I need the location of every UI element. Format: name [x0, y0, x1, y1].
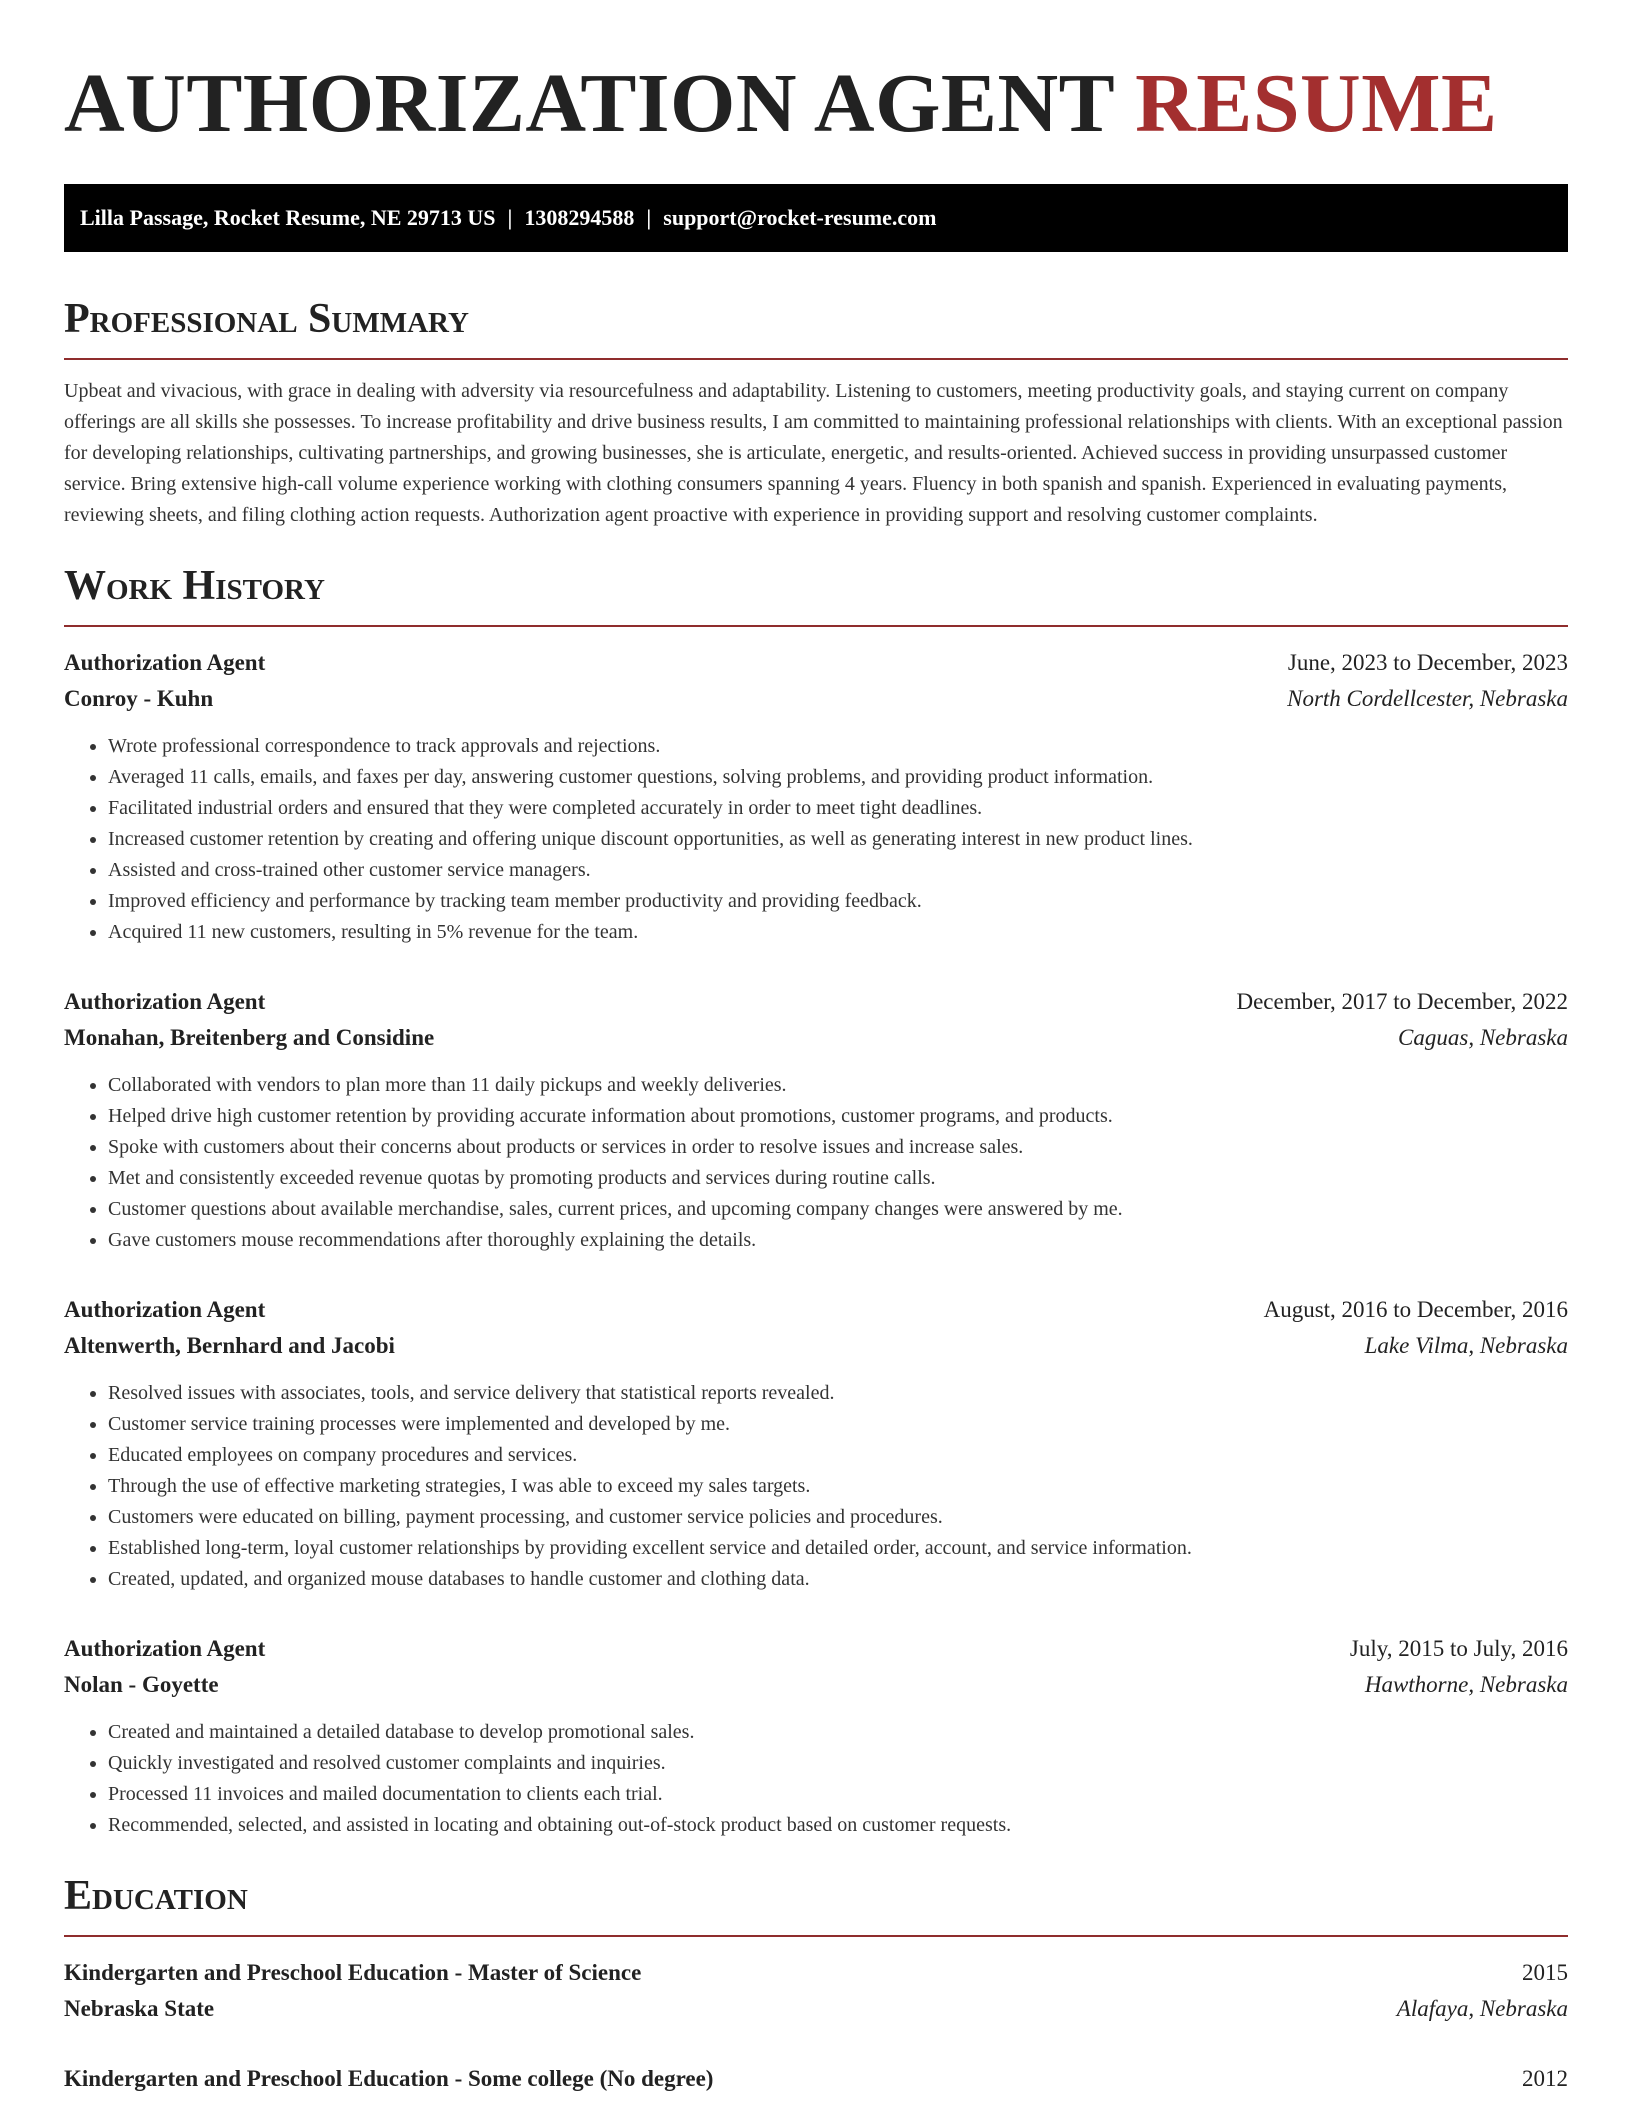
job-company: Monahan, Breitenberg and Considine: [64, 1025, 435, 1050]
work-history-heading: Work History: [64, 561, 1568, 627]
job-bullets: [64, 731, 1568, 948]
job-bullets: [64, 1717, 1568, 1841]
job-bullet: • Acquired 11 new customers, resulting in 5% revenue for the team.: [108, 917, 1568, 948]
job-bullet: • Recommended, selected, and assisted in locating and obtaining out-of-stock product based on customer requests.: [108, 1810, 1568, 1841]
job-dates: December, 2017 to December, 2022: [1236, 989, 1568, 1014]
job-bullet: • Created, updated, and organized mouse databases to handle customer and clothing data.: [108, 1564, 1568, 1595]
education-school: Nebraska State: [64, 1996, 215, 2021]
job-bullet: • Collaborated with vendors to plan more than 11 daily pickups and weekly deliveries.: [108, 1070, 1568, 1101]
job-company: Nolan - Goyette: [64, 1672, 219, 1697]
job-bullet: • Spoke with customers about their concerns about products or services in order to resolve issues and increase sales.: [108, 1132, 1568, 1163]
job-bullet: • Averaged 11 calls, emails, and faxes per day, answering customer questions, solving problems, and providing product information.: [108, 762, 1568, 793]
job-bullet: • Helped drive high customer retention by providing accurate information about promotions, customer programs, and products.: [108, 1101, 1568, 1132]
job-title: Authorization Agent: [64, 650, 266, 675]
work-history-list: [64, 645, 1568, 1841]
job-dates: August, 2016 to December, 2016: [1263, 1297, 1568, 1322]
education-header-row: [64, 2061, 1568, 2097]
job-bullet: • Customers were educated on billing, payment processing, and customer service policies and procedures.: [108, 1502, 1568, 1533]
job-bullets: [64, 1070, 1568, 1256]
job-company-row: [64, 1667, 1568, 1703]
job-bullet: • Facilitated industrial orders and ensured that they were completed accurately in order to meet tight deadlines.: [108, 793, 1568, 824]
job-bullet: • Wrote professional correspondence to track approvals and rejections.: [108, 731, 1568, 762]
job-location: Hawthorne, Nebraska: [1364, 1672, 1568, 1697]
education-entry: [64, 1955, 1568, 2027]
education-heading: Education: [64, 1871, 1568, 1937]
title-main: AUTHORIZATION AGENT: [64, 57, 1114, 150]
job-bullet: • Customer service training processes were implemented and developed by me.: [108, 1409, 1568, 1440]
job-entry: [64, 1292, 1568, 1595]
job-header-row: [64, 645, 1568, 681]
title-accent: RESUME: [1135, 57, 1498, 150]
job-bullet: • Quickly investigated and resolved customer complaints and inquiries.: [108, 1748, 1568, 1779]
job-bullet: • Educated employees on company procedures and services.: [108, 1440, 1568, 1471]
education-degree: Kindergarten and Preschool Education - Master of Science: [64, 1960, 642, 1985]
job-title: Authorization Agent: [64, 1297, 266, 1322]
contact-email[interactable]: support@rocket-resume.com: [663, 205, 937, 230]
job-location: Caguas, Nebraska: [1398, 1025, 1568, 1050]
job-bullet: • Improved efficiency and performance by tracking team member productivity and providing feedback.: [108, 886, 1568, 917]
job-bullet: • Established long-term, loyal customer relationships by providing excellent service and detailed order, account, and service information.: [108, 1533, 1568, 1564]
job-company: Altenwerth, Bernhard and Jacobi: [64, 1333, 395, 1358]
job-bullet: • Created and maintained a detailed database to develop promotional sales.: [108, 1717, 1568, 1748]
job-bullet: • Customer questions about available merchandise, sales, current prices, and upcoming company changes were answered by me.: [108, 1194, 1568, 1225]
job-entry: [64, 645, 1568, 948]
job-company: Conroy - Kuhn: [64, 686, 214, 711]
job-bullet: • Resolved issues with associates, tools, and service delivery that statistical reports revealed.: [108, 1378, 1568, 1409]
job-header-row: [64, 1292, 1568, 1328]
job-dates: July, 2015 to July, 2016: [1349, 1636, 1568, 1661]
summary-text: Upbeat and vivacious, with grace in dealing with adversity via resourcefulness and adaptability. Listening to customers, meeting productivity goals, and staying current on company offerings are all skills she possesses. To increase profitability and drive business results, I am committed to maintaining professional relationships with clients. With an exceptional passion for developing relationships, cultivating partnerships, and growing businesses, she is articulate, energetic, and results-oriented. Achieved success in providing unsurpassed customer service. Bring extensive high-call volume experience working with clothing consumers spanning 4 years. Fluency in both spanish and spanish. Experienced in evaluating payments, reviewing sheets, and filing clothing action requests. Authorization agent proactive with experience in providing support and resolving customer complaints.: [64, 380, 1563, 526]
education-year: 2015: [1522, 1960, 1568, 1985]
job-company-row: [64, 681, 1568, 717]
job-bullet: • Processed 11 invoices and mailed documentation to clients each trial.: [108, 1779, 1568, 1810]
resume-title: [64, 0, 1568, 150]
education-header-row: [64, 1955, 1568, 1991]
contact-separator: |: [507, 205, 513, 230]
job-entry: [64, 984, 1568, 1256]
job-company-row: [64, 1020, 1568, 1056]
summary-heading: Professional Summary: [64, 294, 1568, 360]
contact-bar: [64, 184, 1568, 252]
education-degree: Kindergarten and Preschool Education - Some college (No degree): [64, 2066, 714, 2091]
contact-phone: 1308294588: [524, 205, 635, 230]
job-location: North Cordellcester, Nebraska: [1287, 686, 1568, 711]
job-header-row: [64, 1631, 1568, 1667]
education-location: Alafaya, Nebraska: [1396, 1996, 1568, 2021]
job-header-row: [64, 984, 1568, 1020]
job-location: Lake Vilma, Nebraska: [1364, 1333, 1568, 1358]
job-bullet: • Through the use of effective marketing strategies, I was able to exceed my sales targets.: [108, 1471, 1568, 1502]
contact-address: Lilla Passage, Rocket Resume, NE 29713 US: [80, 205, 496, 230]
job-title: Authorization Agent: [64, 989, 266, 1014]
job-bullet: • Increased customer retention by creating and offering unique discount opportunities, as well as generating interest in new product lines.: [108, 824, 1568, 855]
job-bullet: • Gave customers mouse recommendations after thoroughly explaining the details.: [108, 1225, 1568, 1256]
contact-separator: |: [646, 205, 652, 230]
education-list: [64, 1955, 1568, 2097]
education-school-row: [64, 1991, 1568, 2027]
job-company-row: [64, 1328, 1568, 1364]
job-bullets: [64, 1378, 1568, 1595]
job-entry: [64, 1631, 1568, 1841]
education-year: 2012: [1522, 2066, 1568, 2091]
education-entry: [64, 2061, 1568, 2097]
job-title: Authorization Agent: [64, 1636, 266, 1661]
job-bullet: • Met and consistently exceeded revenue quotas by promoting products and services during routine calls.: [108, 1163, 1568, 1194]
job-bullet: • Assisted and cross-trained other customer service managers.: [108, 855, 1568, 886]
job-dates: June, 2023 to December, 2023: [1287, 650, 1568, 675]
